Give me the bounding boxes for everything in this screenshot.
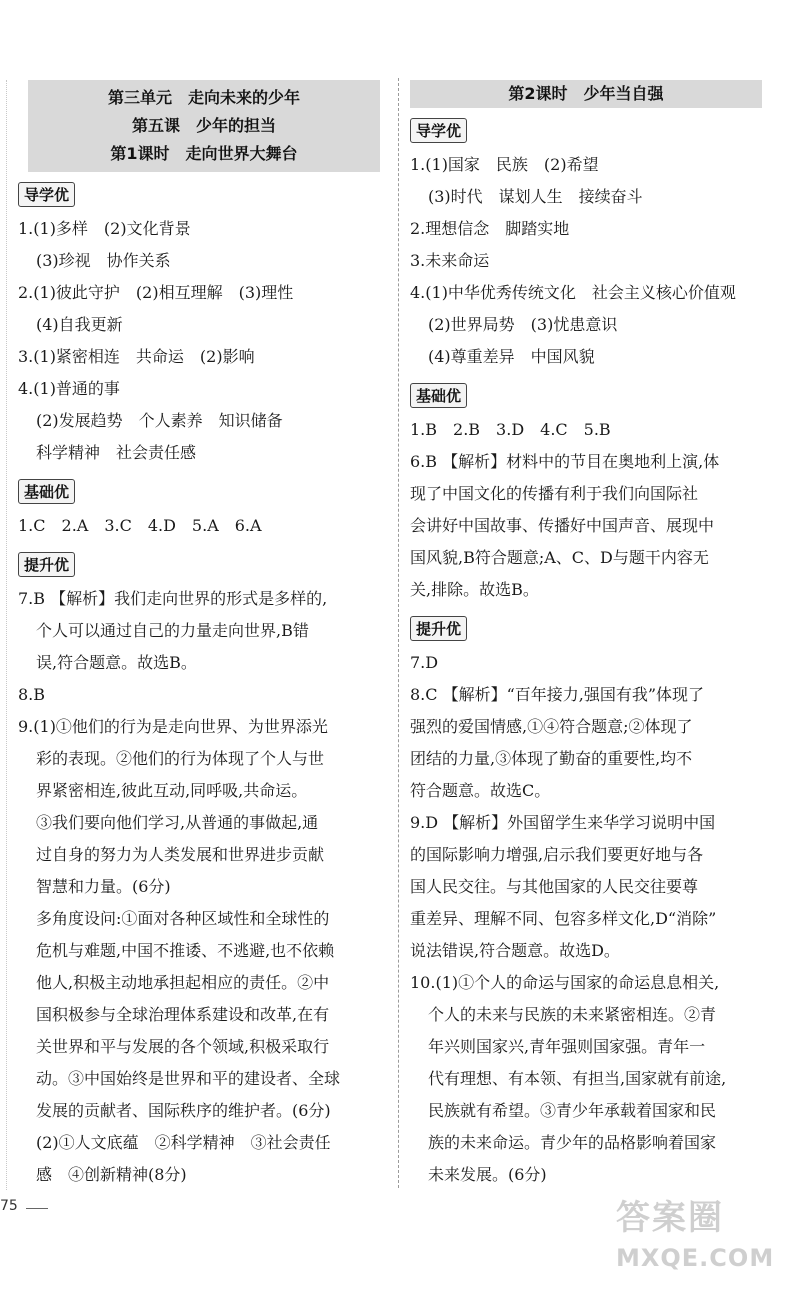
- answer-line: 3.(1)紧密相连 共命运 (2)影响: [18, 347, 255, 366]
- answer-line: 代有理想、有本领、有担当,国家就有前途,: [428, 1069, 727, 1088]
- answer-line: 9.D 【解析】外国留学生来华学习说明中国: [410, 813, 716, 832]
- answer-line: 会讲好中国故事、传播好中国声音、展现中: [410, 516, 715, 535]
- answer-line: (4)自我更新: [36, 315, 123, 334]
- left-column: [18, 80, 390, 1191]
- answer-line: 彩的表现。②他们的行为体现了个人与世: [36, 749, 325, 768]
- answer-line: 2.(1)彼此守护 (2)相互理解 (3)理性: [18, 283, 294, 302]
- answer-line: ③我们要向他们学习,从普通的事做起,通: [36, 813, 319, 832]
- answer-line: 科学精神 社会责任感: [36, 443, 197, 462]
- answer-line: 9.(1)①他们的行为是走向世界、为世界添光: [18, 717, 328, 736]
- answer-line: 国人民交往。与其他国家的人民交往要尊: [410, 877, 699, 896]
- answer-line: (4)尊重差异 中国风貌: [428, 347, 595, 366]
- answer-line: 6.B 【解析】材料中的节目在奥地利上演,体: [410, 452, 720, 471]
- section-label-basic: 基础优: [410, 383, 467, 408]
- answer-line: 8.C 【解析】“百年接力,强国有我”体现了: [410, 685, 705, 704]
- answer-line: (3)时代 谋划人生 接续奋斗: [428, 187, 643, 206]
- answer-line: 7.D: [410, 653, 439, 672]
- answer-line: 多角度设问:①面对各种区域性和全球性的: [36, 909, 330, 928]
- answer-line: 界紧密相连,彼此互动,同呼吸,共命运。: [36, 781, 308, 800]
- answer-line: 危机与难题,中国不推诿、不逃避,也不依赖: [36, 941, 335, 960]
- answer-line: 个人可以通过自己的力量走向世界,B错: [36, 621, 309, 640]
- section-label-guide: 导学优: [18, 182, 75, 207]
- answer-line: 1.(1)国家 民族 (2)希望: [410, 155, 599, 174]
- left-margin-rule: [6, 80, 7, 1190]
- improve-answers: [18, 583, 390, 1191]
- section-label-guide: 导学优: [410, 118, 467, 143]
- section-label-improve: 提升优: [18, 552, 75, 577]
- answer-line: (3)珍视 协作关系: [36, 251, 171, 270]
- answer-line: 4.(1)中华优秀传统文化 社会主义核心价值观: [410, 283, 736, 302]
- basic-answers: 1.C 2.A 3.C 4.D 5.A 6.A: [18, 516, 262, 535]
- lesson-title: 第五课 少年的担当: [131, 116, 276, 135]
- unit-title: 第三单元 走向未来的少年: [107, 88, 300, 107]
- watermark-url: MXQE.COM: [616, 1244, 775, 1272]
- answer-line: 族的未来命运。青少年的品格影响着国家: [428, 1133, 717, 1152]
- watermark-logo: [616, 1196, 792, 1286]
- watermark-text: 答案圈: [616, 1198, 724, 1238]
- answer-line: 国积极参与全球治理体系建设和改革,在有: [36, 1005, 330, 1024]
- answer-line: 年兴则国家兴,青年强则国家强。青年一: [428, 1037, 706, 1056]
- answer-line: 1.B 2.B 3.D 4.C 5.B: [410, 420, 611, 439]
- section-label-basic: 基础优: [18, 479, 75, 504]
- answer-line: 他人,积极主动地承担起相应的责任。②中: [36, 973, 330, 992]
- answer-line: 国风貌,B符合题意;A、C、D与题干内容无: [410, 548, 709, 567]
- answer-line: 10.(1)①个人的命运与国家的命运息息相关,: [410, 973, 720, 992]
- answer-line: 现了中国文化的传播有利于我们向国际社: [410, 484, 699, 503]
- answer-line: 说法错误,符合题意。故选D。: [410, 941, 620, 960]
- right-column: [410, 80, 782, 1191]
- answer-line: 感 ④创新精神(8分): [36, 1165, 187, 1184]
- section-label-improve: 提升优: [410, 616, 467, 641]
- answer-line: 8.B: [18, 685, 46, 704]
- period-title-2: 第2课时 少年当自强: [410, 80, 762, 108]
- answer-line: 的国际影响力增强,启示我们要更好地与各: [410, 845, 704, 864]
- basic-answers: [410, 414, 782, 606]
- answer-line: 符合题意。故选C。: [410, 781, 551, 800]
- answer-line: 7.B 【解析】我们走向世界的形式是多样的,: [18, 589, 328, 608]
- answer-line: 重差异、理解不同、包容多样文化,D“消除”: [410, 909, 717, 928]
- answer-line: 动。③中国始终是世界和平的建设者、全球: [36, 1069, 341, 1088]
- period-title: 第1课时 走向世界大舞台: [110, 144, 298, 163]
- answer-line: 发展的贡献者、国际秩序的维护者。(6分): [36, 1101, 331, 1120]
- answer-line: 民族就有希望。③青少年承载着国家和民: [428, 1101, 717, 1120]
- improve-answers: [410, 647, 782, 1191]
- answer-line: 4.(1)普通的事: [18, 379, 120, 398]
- answer-line: (2)世界局势 (3)忧患意识: [428, 315, 618, 334]
- answer-line: (2)发展趋势 个人素养 知识储备: [36, 411, 283, 430]
- guide-answers: [18, 213, 390, 469]
- answer-line: 未来发展。(6分): [428, 1165, 547, 1184]
- page-number: 75: [0, 1198, 18, 1214]
- answer-line: 强烈的爱国情感,①④符合题意;②体现了: [410, 717, 693, 736]
- answer-line: (2)①人文底蕴 ②科学精神 ③社会责任: [36, 1133, 331, 1152]
- answer-line: 1.(1)多样 (2)文化背景: [18, 219, 191, 238]
- answer-line: 智慧和力量。(6分): [36, 877, 171, 896]
- guide-answers: [410, 149, 782, 373]
- answer-line: 2.理想信念 脚踏实地: [410, 219, 570, 238]
- page-number-rule: [26, 1208, 48, 1209]
- answer-line: 关,排除。故选B。: [410, 580, 539, 599]
- answer-line: 3.未来命运: [410, 251, 490, 270]
- lesson-title-block: [28, 80, 380, 172]
- answer-line: 关世界和平与发展的各个领域,积极采取行: [36, 1037, 330, 1056]
- answer-line: 个人的未来与民族的未来紧密相连。②青: [428, 1005, 717, 1024]
- answer-line: 团结的力量,③体现了勤奋的重要性,均不: [410, 749, 693, 768]
- answer-line: 误,符合题意。故选B。: [36, 653, 197, 672]
- answer-line: 过自身的努力为人类发展和世界进步贡献: [36, 845, 325, 864]
- column-divider: [398, 78, 399, 1188]
